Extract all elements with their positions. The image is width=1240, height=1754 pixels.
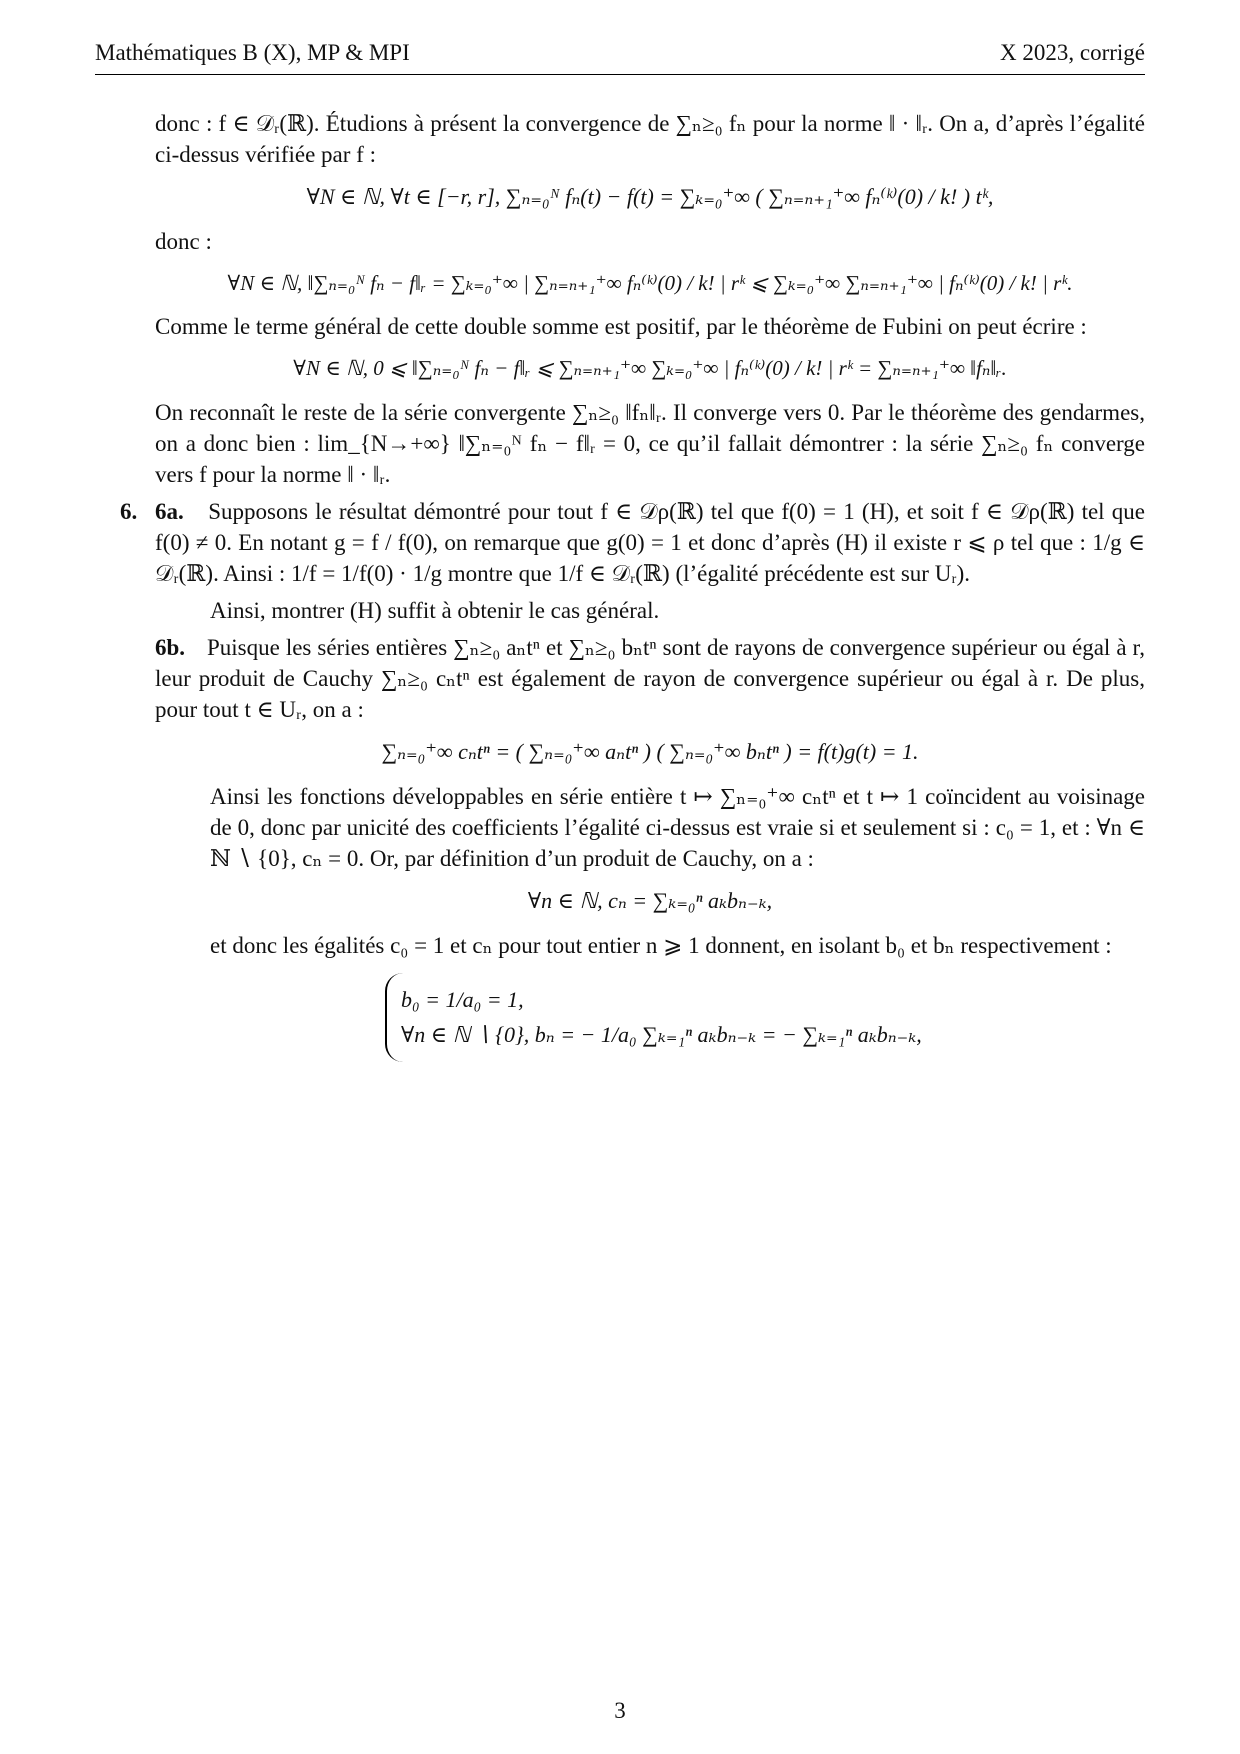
question-6 (120, 496, 1146, 1062)
subquestion-6a (155, 496, 1145, 589)
page-body (120, 108, 1146, 1062)
paragraph: donc : (155, 228, 212, 254)
subquestion-text: Puisque les séries entières ∑ₙ≥₀ aₙtⁿ et ∑ₙ≥₀ bₙtⁿ sont de rayons de convergence supérieur ou égal à r, leur produit de Cauchy ∑ₙ≥₀ cₙtⁿ est également de rayon de convergence supérieur ou égal à r. De plus, pour tout t ∈ Uᵣ, on a : (155, 634, 1146, 722)
header-left: Mathématiques B (X), MP & MPI (95, 40, 410, 65)
subquestion-label: 6b. (155, 634, 186, 660)
page-number: 3 (614, 1698, 626, 1723)
header-right: X 2023, corrigé (1000, 40, 1145, 65)
equation: ∀N ∈ ℕ, ∀t ∈ [−r, r], ∑ₙ₌₀ᴺ fₙ(t) − f(t) = ∑ₖ₌₀⁺∞ ( ∑ₙ₌ₙ₊₁⁺∞ fₙ⁽ᵏ⁾(0) / k! ) tᵏ, (306, 184, 994, 210)
equation: ∀N ∈ ℕ, 0 ⩽ ‖∑ₙ₌₀ᴺ fₙ − f‖ᵣ ⩽ ∑ₙ₌ₙ₊₁⁺∞ ∑ₖ₌₀⁺∞ | fₙ⁽ᵏ⁾(0) / k! | rᵏ = ∑ₙ₌ₙ₊₁⁺∞ ‖fₙ‖ᵣ. (293, 356, 1007, 381)
page-header (95, 38, 1145, 75)
paragraph: Ainsi les fonctions développables en série entière t ↦ ∑ₙ₌₀⁺∞ cₙtⁿ et t ↦ 1 coïncident au voisinage de 0, donc par unicité des coefficients l’égalité ci-dessus est vraie si et seulement si : c₀ = 1, et : ∀n ∈ ℕ ∖ {0}, cₙ = 0. Or, par définition d’un produit de Cauchy, on a : (210, 783, 1145, 871)
case-line: b₀ = 1/a₀ = 1, (401, 986, 524, 1012)
subquestion-text: Supposons le résultat démontré pour tout f ∈ 𝒟ρ(ℝ) tel que f(0) = 1 (H), et soit f ∈ 𝒟ρ(ℝ) tel que f(0) ≠ 0. En notant g = f / f(0), on remarque que g(0) = 1 et donc d’après (H) il existe r ⩽ ρ tel que : 1/g ∈ 𝒟ᵣ(ℝ). Ainsi : 1/f = 1/f(0) · 1/g montre que 1/f ∈ 𝒟ᵣ(ℝ) (l’égalité précédente est sur Uᵣ). (155, 498, 1145, 586)
equation: ∀n ∈ ℕ, cₙ = ∑ₖ₌₀ⁿ aₖbₙ₋ₖ, (527, 887, 773, 913)
cases-system (385, 973, 961, 1062)
paragraph: et donc les égalités c₀ = 1 et cₙ pour tout entier n ⩾ 1 donnent, en isolant b₀ et bₙ respectivement : (210, 932, 1112, 958)
case-line: ∀n ∈ ℕ ∖ {0}, bₙ = − 1/a₀ ∑ₖ₌₁ⁿ aₖbₙ₋ₖ = − ∑ₖ₌₁ⁿ aₖbₙ₋ₖ, (401, 1022, 922, 1048)
equation: ∀N ∈ ℕ, ‖∑ₙ₌₀ᴺ fₙ − f‖ᵣ = ∑ₖ₌₀⁺∞ | ∑ₙ₌ₙ₊₁⁺∞ fₙ⁽ᵏ⁾(0) / k! | rᵏ ⩽ ∑ₖ₌₀⁺∞ ∑ₙ₌ₙ₊₁⁺∞ | fₙ⁽ᵏ⁾(0) / k! | rᵏ. (227, 270, 1073, 295)
paragraph: Comme le terme général de cette double somme est positif, par le théorème de Fubini on peut écrire : (155, 314, 1087, 340)
question-number: 6. (120, 498, 138, 524)
subquestion-label: 6a. (155, 498, 184, 524)
paragraph: Ainsi, montrer (H) suffit à obtenir le cas général. (210, 597, 660, 623)
equation: ∑ₙ₌₀⁺∞ cₙtⁿ = ( ∑ₙ₌₀⁺∞ aₙtⁿ ) ( ∑ₙ₌₀⁺∞ bₙtⁿ ) = f(t)g(t) = 1. (381, 739, 919, 765)
paragraph: On reconnaît le reste de la série convergente ∑ₙ≥₀ ‖fₙ‖ᵣ. Il converge vers 0. Par le théorème des gendarmes, on a donc bien : lim_{N→+∞} ‖∑ₙ₌₀ᴺ fₙ − f‖ᵣ = 0, ce qu’il fallait démontrer : la série ∑ₙ≥₀ fₙ converge vers f pour la norme ‖ · ‖ᵣ. (155, 399, 1145, 487)
subquestion-6b (155, 632, 1145, 725)
paragraph: donc : f ∈ 𝒟ᵣ(ℝ). Étudions à présent la convergence de ∑ₙ≥₀ fₙ pour la norme ‖ · ‖ᵣ. On a, d’après l’égalité ci-dessus vérifiée par f : (155, 111, 1145, 168)
